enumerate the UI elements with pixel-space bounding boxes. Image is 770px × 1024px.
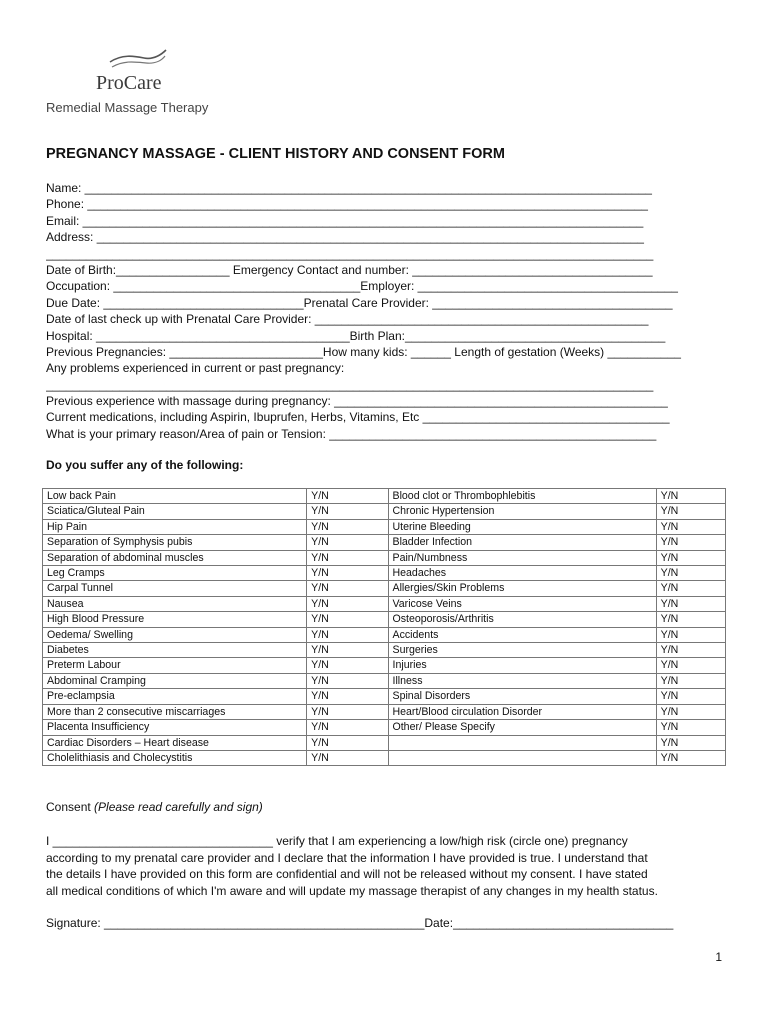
yes-no-option[interactable]: Y/N [656, 643, 725, 658]
yes-no-option[interactable]: Y/N [656, 704, 725, 719]
condition-name: Allergies/Skin Problems [388, 581, 656, 596]
condition-name: Spinal Disorders [388, 689, 656, 704]
table-row [43, 489, 726, 504]
consent-line: all medical conditions of which I'm aware and will update my massage therapist of any changes in my health status. [46, 883, 658, 898]
consent-paragraph [46, 833, 726, 899]
condition-name: Carpal Tunnel [43, 581, 307, 596]
condition-name: High Blood Pressure [43, 612, 307, 627]
table-row [43, 658, 726, 673]
address-field[interactable]: Address: __________________________________________________________________________________ [46, 230, 644, 245]
yes-no-option[interactable]: Y/N [656, 519, 725, 534]
table-row [43, 673, 726, 688]
previous-massage-field[interactable]: Previous experience with massage during pregnancy: __________________________________________________ [46, 394, 668, 409]
condition-name [388, 735, 656, 750]
table-row [43, 596, 726, 611]
conditions-heading: Do you suffer any of the following: [46, 458, 244, 472]
yes-no-option[interactable]: Y/N [307, 673, 388, 688]
condition-name: Abdominal Cramping [43, 673, 307, 688]
condition-name: Leg Cramps [43, 566, 307, 581]
previous-pregnancies-field[interactable]: Previous Pregnancies: _______________________How many kids: ______ Length of gestation (Weeks) ___________ [46, 344, 681, 359]
name-field[interactable]: Name: _____________________________________________________________________________________ [46, 181, 652, 195]
yes-no-option[interactable]: Y/N [656, 627, 725, 642]
occupation-employer-field[interactable]: Occupation: _____________________________________Employer: _______________________________________ [46, 279, 678, 294]
consent-line: the details I have provided on this form are confidential and will not be released without my consent. I have stated [46, 867, 648, 882]
yes-no-option[interactable]: Y/N [656, 689, 725, 704]
procare-logo [46, 48, 236, 120]
yes-no-option[interactable]: Y/N [656, 566, 725, 581]
condition-name: More than 2 consecutive miscarriages [43, 704, 307, 719]
yes-no-option[interactable]: Y/N [656, 535, 725, 550]
yes-no-option[interactable]: Y/N [307, 535, 388, 550]
condition-name: Low back Pain [43, 489, 307, 504]
due-date-provider-field[interactable]: Due Date: ______________________________Prenatal Care Provider: ____________________________________ [46, 295, 673, 310]
medications-field[interactable]: Current medications, including Aspirin, Ibuprufen, Herbs, Vitamins, Etc _____________________________________ [46, 410, 670, 425]
condition-name: Surgeries [388, 643, 656, 658]
consent-heading [46, 800, 263, 814]
condition-name: Nausea [43, 596, 307, 611]
condition-name: Osteoporosis/Arthritis [388, 612, 656, 627]
conditions-table [42, 488, 726, 766]
yes-no-option[interactable]: Y/N [307, 658, 388, 673]
dob-emergency-field[interactable]: Date of Birth:_________________ Emergency Contact and number: ____________________________________ [46, 262, 653, 277]
condition-name: Injuries [388, 658, 656, 673]
table-row [43, 550, 726, 565]
condition-name: Bladder Infection [388, 535, 656, 550]
condition-name [388, 750, 656, 765]
yes-no-option[interactable]: Y/N [307, 519, 388, 534]
condition-name: Other/ Please Specify [388, 720, 656, 735]
condition-name: Separation of abdominal muscles [43, 550, 307, 565]
condition-name: Varicose Veins [388, 596, 656, 611]
yes-no-option[interactable]: Y/N [307, 643, 388, 658]
yes-no-option[interactable]: Y/N [656, 504, 725, 519]
yes-no-option[interactable]: Y/N [307, 581, 388, 596]
table-row [43, 504, 726, 519]
email-field[interactable]: Email: ____________________________________________________________________________________ [46, 213, 644, 228]
table-row [43, 735, 726, 750]
brand-tagline: Remedial Massage Therapy [46, 100, 209, 115]
yes-no-option[interactable]: Y/N [307, 489, 388, 504]
table-row [43, 581, 726, 596]
condition-name: Diabetes [43, 643, 307, 658]
brand-name: ProCare [96, 72, 162, 94]
condition-name: Oedema/ Swelling [43, 627, 307, 642]
yes-no-option[interactable]: Y/N [656, 596, 725, 611]
yes-no-option[interactable]: Y/N [307, 627, 388, 642]
consent-line: according to my prenatal care provider and I declare that the information I have provided is true. I understand that [46, 850, 648, 865]
table-row [43, 535, 726, 550]
yes-no-option[interactable]: Y/N [307, 689, 388, 704]
yes-no-option[interactable]: Y/N [656, 750, 725, 765]
table-row [43, 566, 726, 581]
condition-name: Headaches [388, 566, 656, 581]
yes-no-option[interactable]: Y/N [656, 658, 725, 673]
table-row [43, 704, 726, 719]
table-row [43, 612, 726, 627]
condition-name: Pre-eclampsia [43, 689, 307, 704]
yes-no-option[interactable]: Y/N [656, 550, 725, 565]
table-row [43, 627, 726, 642]
yes-no-option[interactable]: Y/N [307, 750, 388, 765]
signature-date-field[interactable]: Signature: ________________________________________________Date:_________________________________ [46, 916, 674, 930]
condition-name: Uterine Bleeding [388, 519, 656, 534]
table-row [43, 643, 726, 658]
consent-note: (Please read carefully and sign) [94, 800, 263, 814]
table-row [43, 750, 726, 765]
yes-no-option[interactable]: Y/N [307, 550, 388, 565]
yes-no-option[interactable]: Y/N [656, 612, 725, 627]
condition-name: Cholelithiasis and Cholecystitis [43, 750, 307, 765]
yes-no-option[interactable]: Y/N [656, 720, 725, 735]
condition-name: Cardiac Disorders – Heart disease [43, 735, 307, 750]
address-field-line2[interactable]: ___________________________________________________________________________________________ [46, 246, 654, 261]
primary-reason-field[interactable]: What is your primary reason/Area of pain or Tension: _________________________________________________ [46, 426, 657, 441]
condition-name: Heart/Blood circulation Disorder [388, 704, 656, 719]
yes-no-option[interactable]: Y/N [656, 581, 725, 596]
yes-no-option[interactable]: Y/N [656, 735, 725, 750]
pregnancy-problems-label: Any problems experienced in current or past pregnancy: [46, 361, 345, 376]
condition-name: Sciatica/Gluteal Pain [43, 504, 307, 519]
condition-name: Illness [388, 673, 656, 688]
pregnancy-problems-field[interactable]: ___________________________________________________________________________________________ [46, 377, 654, 392]
consent-label: Consent [46, 800, 95, 814]
page-number: 1 [715, 950, 722, 964]
condition-name: Hip Pain [43, 519, 307, 534]
table-row [43, 519, 726, 534]
last-checkup-field[interactable]: Date of last check up with Prenatal Care Provider: __________________________________________________ [46, 312, 649, 327]
yes-no-option[interactable]: Y/N [307, 704, 388, 719]
condition-name: Placenta Insufficiency [43, 720, 307, 735]
condition-name: Chronic Hypertension [388, 504, 656, 519]
table-row [43, 720, 726, 735]
condition-name: Preterm Labour [43, 658, 307, 673]
table-row [43, 689, 726, 704]
consent-line[interactable]: I _________________________________ verify that I am experiencing a low/high risk (circle one) pregnancy [46, 834, 628, 848]
yes-no-option[interactable]: Y/N [307, 504, 388, 519]
condition-name: Separation of Symphysis pubis [43, 535, 307, 550]
client-details-fields [46, 180, 722, 442]
yes-no-option[interactable]: Y/N [307, 566, 388, 581]
condition-name: Blood clot or Thrombophlebitis [388, 489, 656, 504]
condition-name: Pain/Numbness [388, 550, 656, 565]
form-title: PREGNANCY MASSAGE - CLIENT HISTORY AND CONSENT FORM [46, 146, 505, 162]
condition-name: Accidents [388, 627, 656, 642]
yes-no-option[interactable]: Y/N [307, 735, 388, 750]
swoosh-logo-icon [108, 48, 168, 72]
yes-no-option[interactable]: Y/N [656, 489, 725, 504]
phone-field[interactable]: Phone: ____________________________________________________________________________________ [46, 197, 648, 212]
yes-no-option[interactable]: Y/N [656, 673, 725, 688]
yes-no-option[interactable]: Y/N [307, 720, 388, 735]
yes-no-option[interactable]: Y/N [307, 612, 388, 627]
hospital-birth-plan-field[interactable]: Hospital: ______________________________________Birth Plan:_______________________________________ [46, 328, 666, 343]
yes-no-option[interactable]: Y/N [307, 596, 388, 611]
